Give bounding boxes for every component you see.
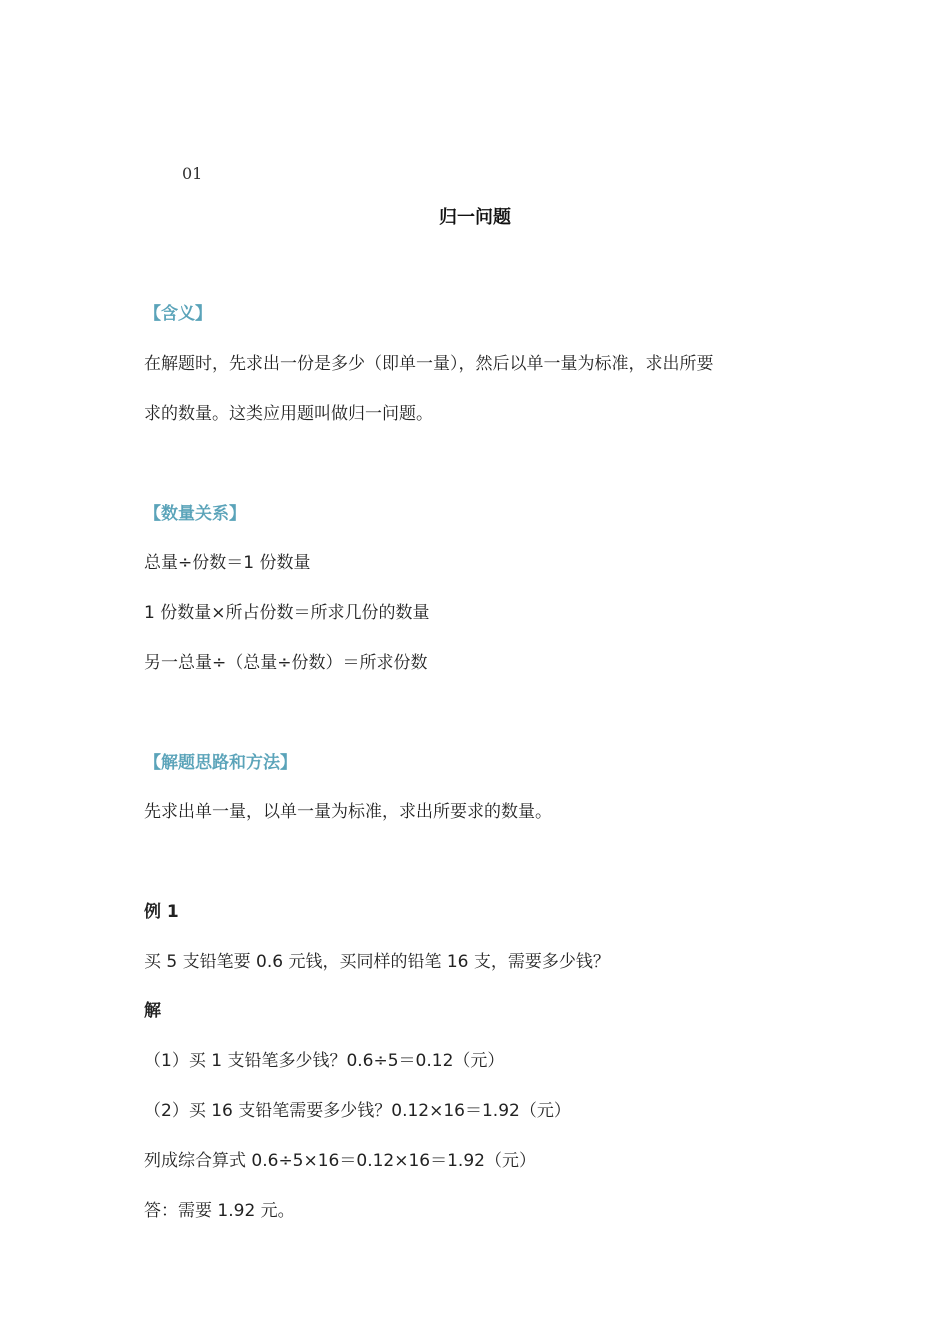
method-line-1: 先求出单一量，以单一量为标准，求出所要求的数量。 [144, 802, 552, 822]
example-label: 例 1 [144, 902, 179, 922]
solution-answer: 答：需要 1.92 元。 [144, 1201, 295, 1221]
relation-line-2: 1 份数量×所占份数＝所求几份的数量 [144, 603, 430, 623]
solution-step-1: （1）买 1 支铅笔多少钱？0.6÷5＝0.12（元） [144, 1051, 505, 1071]
meaning-heading: 【含义】 [144, 304, 212, 324]
example-question: 买 5 支铅笔要 0.6 元钱，买同样的铅笔 16 支，需要多少钱？ [144, 952, 610, 972]
solution-combined: 列成综合算式 0.6÷5×16＝0.12×16＝1.92（元） [144, 1151, 536, 1171]
method-heading: 【解题思路和方法】 [144, 753, 297, 773]
meaning-line-2: 求的数量。这类应用题叫做归一问题。 [144, 404, 433, 424]
solution-step-2: （2）买 16 支铅笔需要多少钱？0.12×16＝1.92（元） [144, 1101, 571, 1121]
page-number: 01 [182, 164, 203, 183]
relation-line-1: 总量÷份数＝1 份数量 [144, 553, 311, 573]
relation-line-3: 另一总量÷（总量÷份数）＝所求份数 [144, 653, 428, 673]
meaning-line-1: 在解题时，先求出一份是多少（即单一量），然后以单一量为标准，求出所要 [144, 354, 714, 374]
solution-label: 解 [144, 1001, 161, 1021]
page-title: 归一问题 [439, 207, 511, 228]
relations-heading: 【数量关系】 [144, 504, 246, 524]
